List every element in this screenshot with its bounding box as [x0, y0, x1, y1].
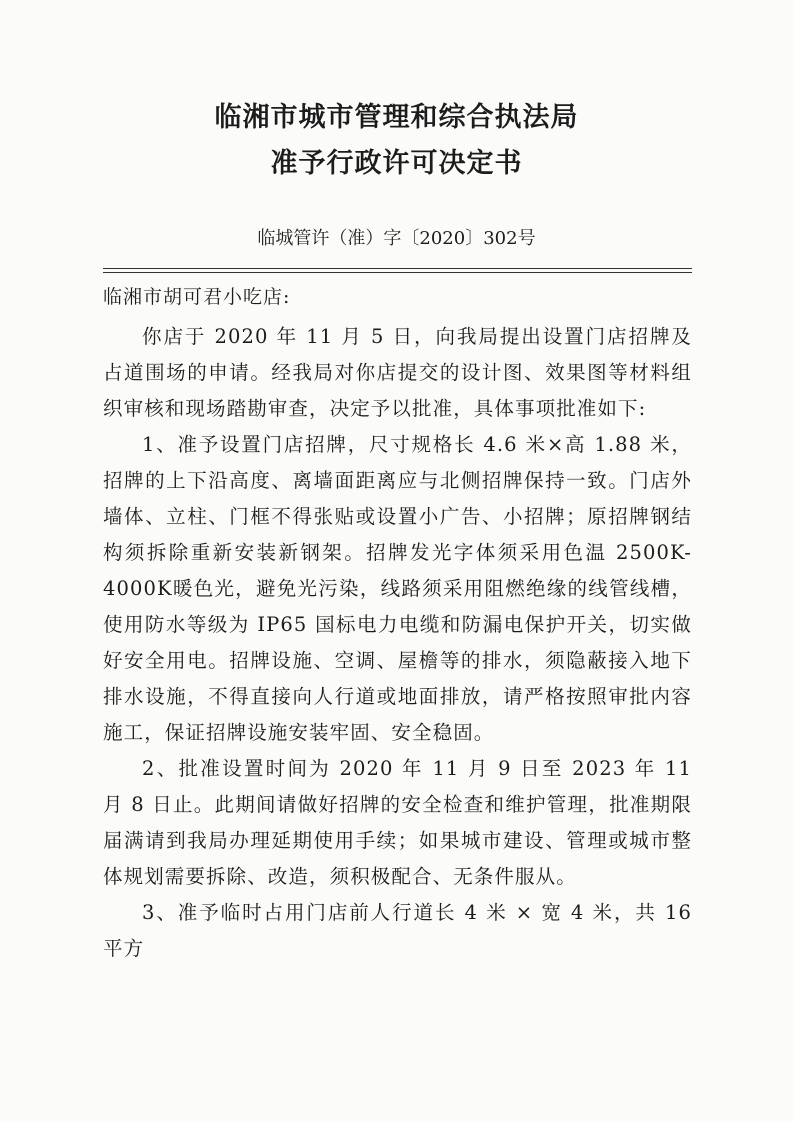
- header-divider-bottom: [103, 272, 692, 273]
- paragraph-item-2: 2、批准设置时间为 2020 年 11 月 9 日至 2023 年 11 月 8 日止。此期间请做好招牌的安全检查和维护管理，批准期限届满请到我局办理延期使用手续；如果城市建设、管理或城市整体规划需要拆除、改造，须积极配合、无条件服从。: [103, 757, 692, 888]
- paragraph-item-1: 1、准予设置门店招牌，尺寸规格长 4.6 米×高 1.88 米，招牌的上下沿高度、离墙面距离应与北侧招牌保持一致。门店外墙体、立柱、门框不得张贴或设置小广告、小招牌；原招牌钢结构须拆除重新安装新钢架。招牌发光字体须采用色温 2500K-4000K暖色光，避免光污染，线路须采用阻燃绝缘的线管线槽，使用防水等级为 IP65 国标电力电缆和防漏电保护开关，切实做好安全用电。招牌设施、空调、屋檐等的排水，须隐蔽接入地下排水设施，不得直接向人行道或地面排放，请严格按照审批内容施工，保证招牌设施安装牢固、安全稳固。: [103, 433, 692, 744]
- header-divider-top: [103, 268, 692, 269]
- document-title: 准予行政许可决定书: [270, 148, 523, 179]
- document-body: [103, 319, 692, 967]
- paragraph-item-3: 3、准予临时占用门店前人行道长 4 米 × 宽 4 米，共 16 平方: [103, 901, 692, 960]
- issuing-agency-title: 临湘市城市管理和综合执法局: [214, 102, 579, 133]
- paragraph-intro: 你店于 2020 年 11 月 5 日，向我局提出设置门店招牌及占道围场的申请。经我局对你店提交的设计图、效果图等材料组织审核和现场踏勘审查，决定予以批准，具体事项批准如下:: [103, 325, 692, 420]
- recipient: 临湘市胡可君小吃店:: [103, 286, 291, 308]
- document-number: 临城管许（准）字〔2020〕302号: [257, 228, 536, 249]
